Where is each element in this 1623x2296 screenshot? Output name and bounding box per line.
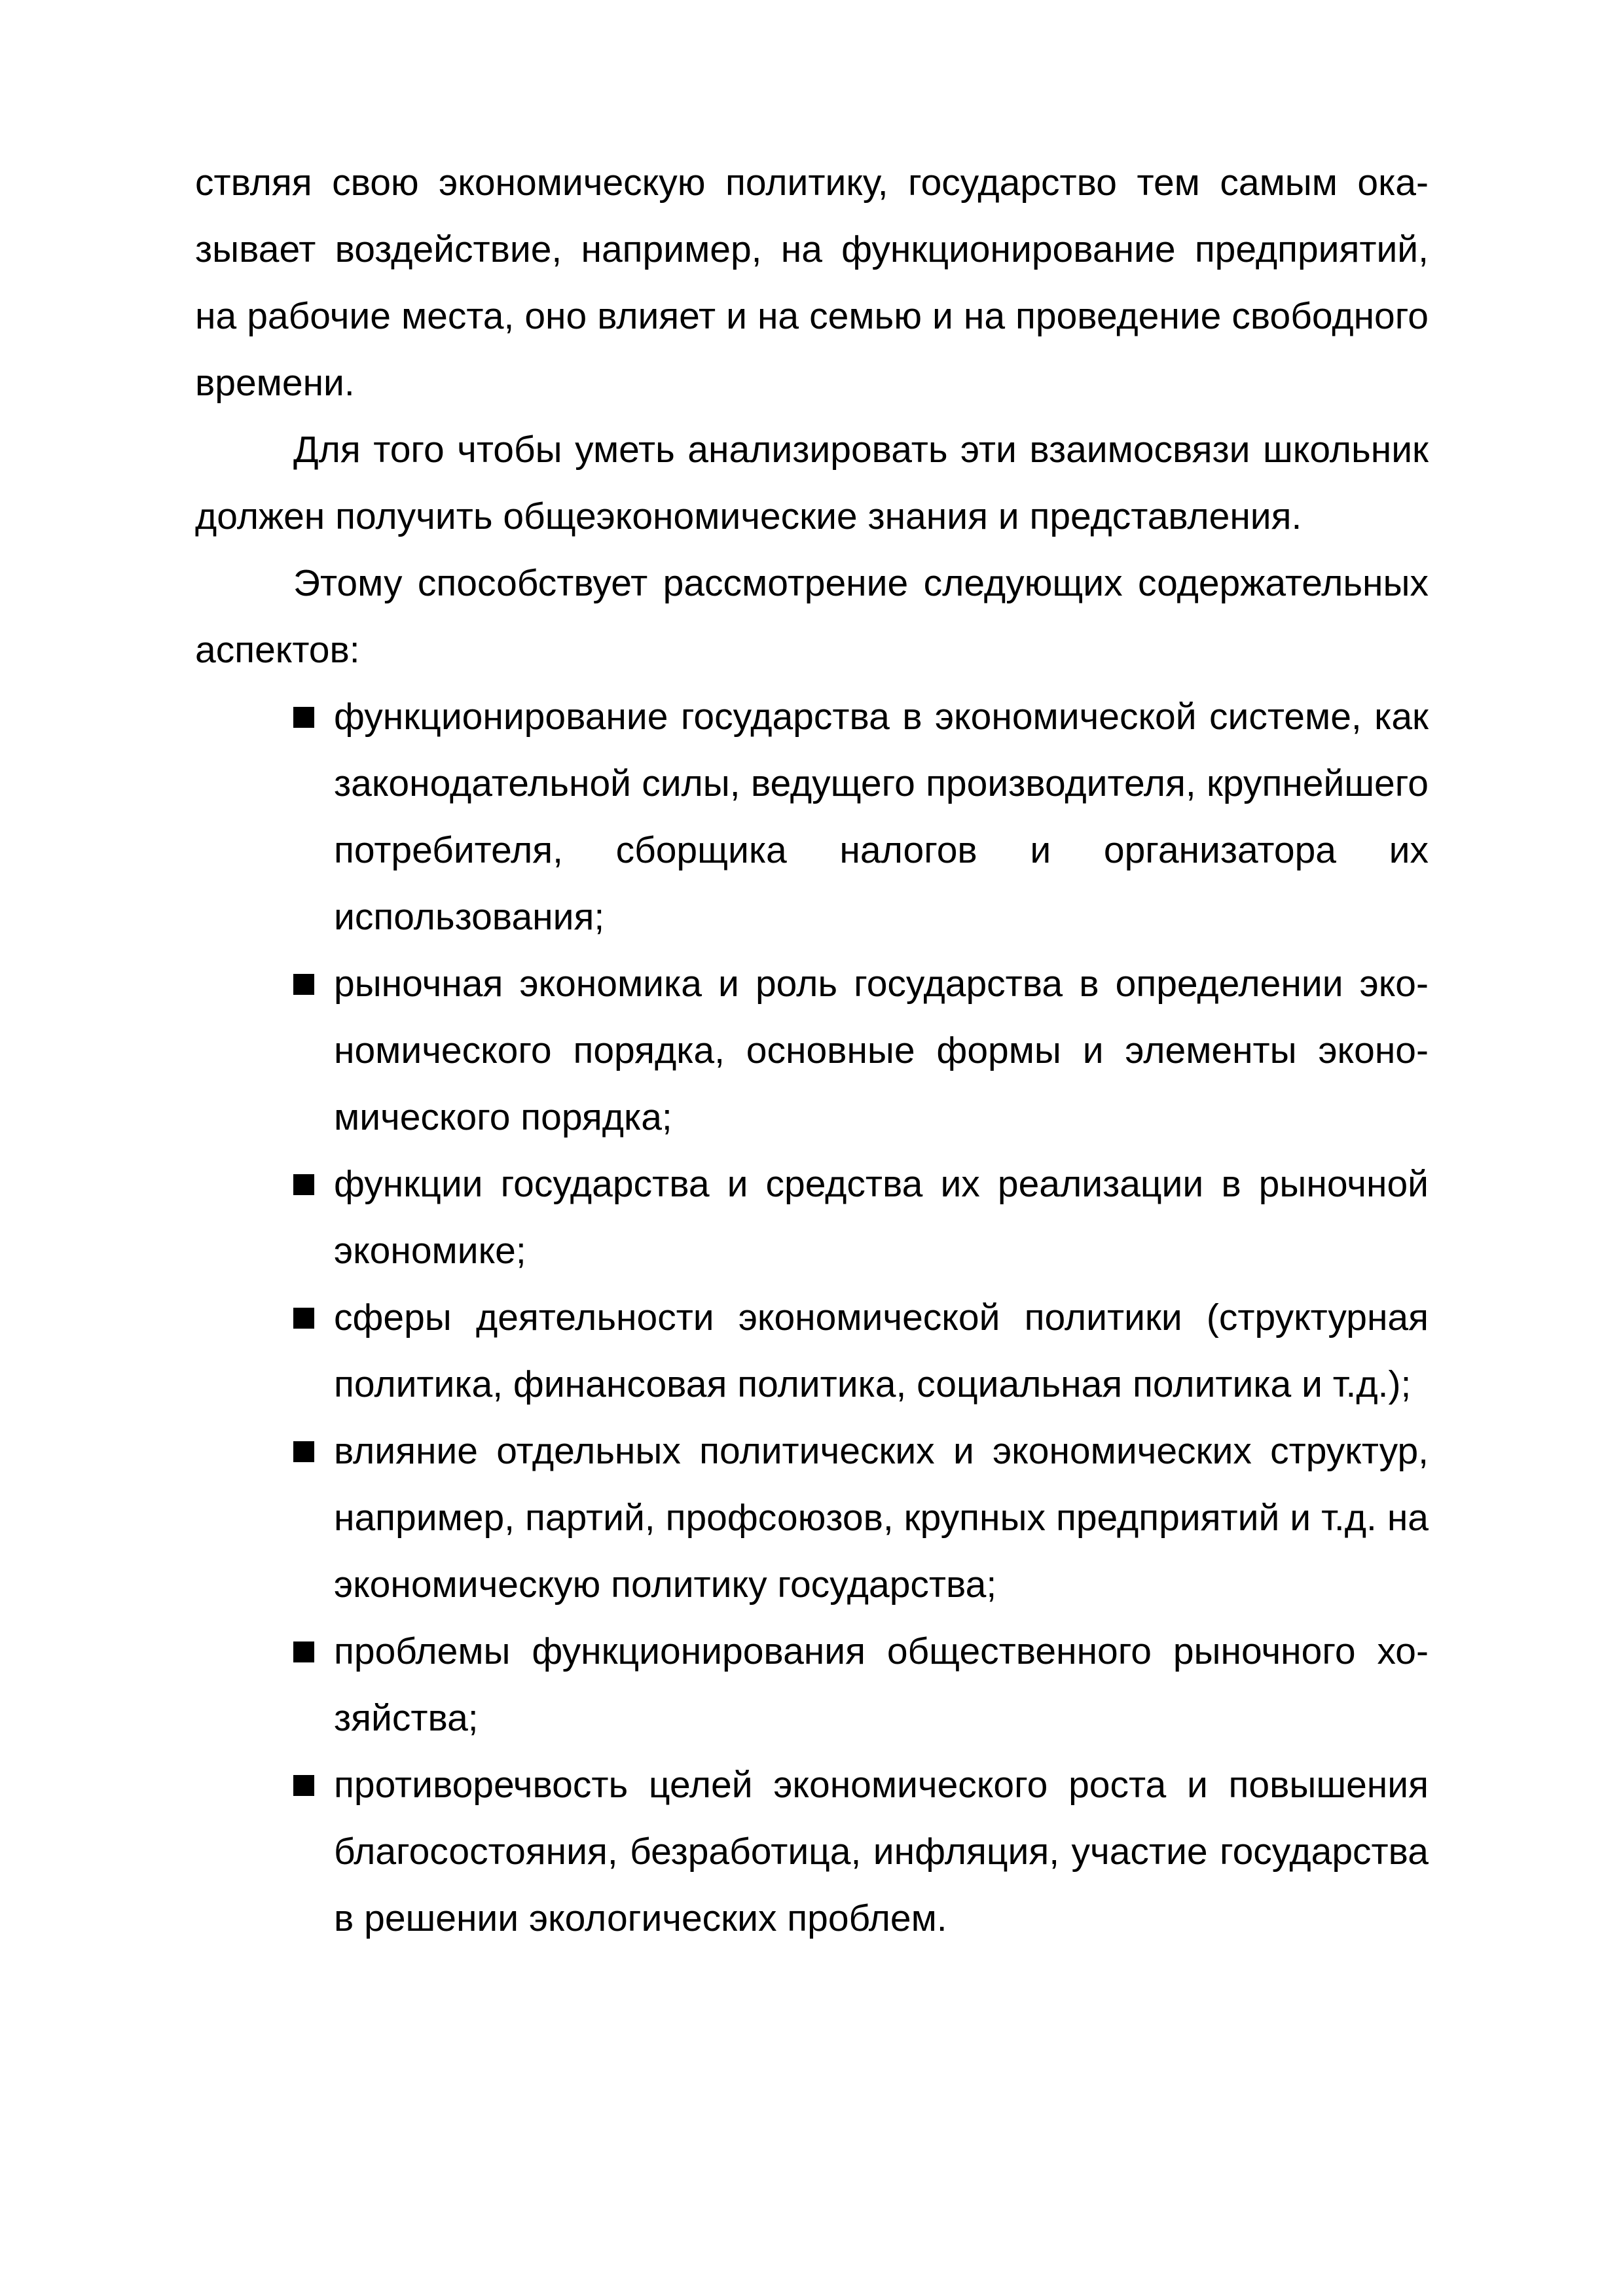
square-bullet-icon — [293, 974, 314, 995]
square-bullet-icon — [293, 1308, 314, 1329]
list-item — [195, 1751, 1429, 1952]
list-item — [195, 683, 1429, 950]
list-item-text: функции государства и средства их реализации в рыночной экономике; — [334, 1163, 1429, 1272]
list-item-text: функционирование государства в экономической системе, как законодательной силы, ведущего производителя, крупнейшего потребителя, сборщика налогов и организатора их использования; — [334, 696, 1429, 938]
list-item-text: противоречвость целей экономического роста и повышения благосостояния, безработица, инфляция, участие государства в решении экологических проблем. — [334, 1764, 1429, 1939]
aspects-list — [195, 683, 1429, 1952]
square-bullet-icon — [293, 1775, 314, 1796]
list-item-text: влияние отдельных политических и экономических структур, например, партий, профсоюзов, крупных предприятий и т.д. на экономическую политику государства; — [334, 1430, 1429, 1605]
list-item-text: проблемы функционирования общественного рыночного хозяйства; — [334, 1630, 1429, 1739]
square-bullet-icon — [293, 1641, 314, 1662]
list-item — [195, 1618, 1429, 1751]
document-page — [195, 149, 1429, 1952]
paragraph-analysis: Для того чтобы уметь анализировать эти взаимосвязи школьник должен получить общеэкономические знания и представления. — [195, 429, 1429, 537]
list-item — [195, 950, 1429, 1151]
list-item-text: рыночная экономика и роль государства в определении экономического порядка, основные формы и элементы экономического порядка; — [334, 963, 1429, 1138]
list-item — [195, 1151, 1429, 1284]
list-item — [195, 1418, 1429, 1618]
square-bullet-icon — [293, 1174, 314, 1195]
list-item — [195, 1284, 1429, 1418]
square-bullet-icon — [293, 707, 314, 728]
paragraph-aspects-intro: Этому способствует рассмотрение следующих содержательных аспектов: — [195, 562, 1429, 671]
square-bullet-icon — [293, 1441, 314, 1462]
paragraph-continuation: ствляя свою экономическую политику, государство тем самым оказывает воздействие, например, на функционирование предприятий, на рабочие места, оно влияет и на семью и на проведение свободного времени. — [195, 162, 1429, 404]
list-item-text: сферы деятельности экономической политики (структурная политика, финансовая политика, социальная политика и т.д.); — [334, 1297, 1429, 1405]
